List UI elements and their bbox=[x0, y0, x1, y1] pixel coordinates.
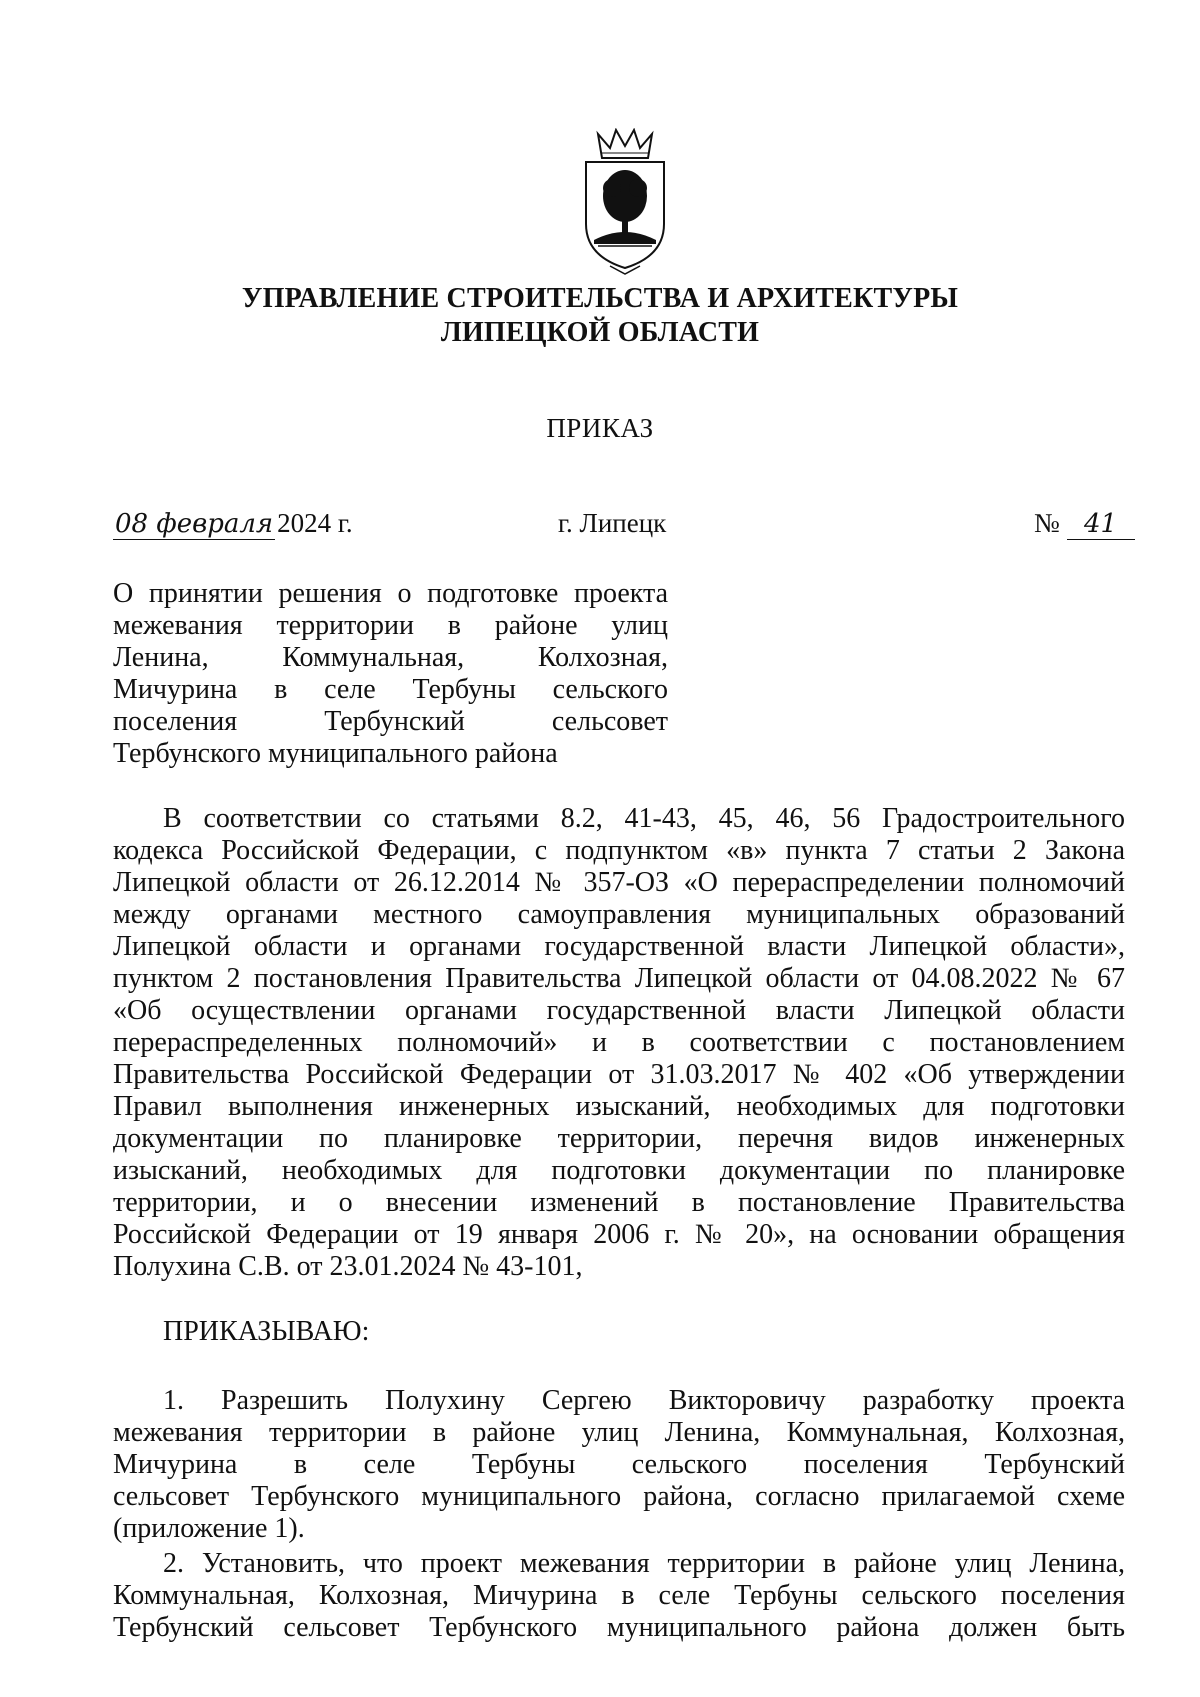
handwritten-date: 08 февраля bbox=[115, 509, 274, 539]
subject-line: Мичурина в селе Тербуны сельского bbox=[113, 674, 668, 705]
preamble-line: кодекса Российской Федерации, с подпунктом «в» пункта 7 статьи 2 Закона bbox=[113, 835, 1125, 866]
order-number bbox=[1034, 508, 1135, 540]
preamble-line: между органами местного самоуправления муниципальных образований bbox=[113, 899, 1125, 930]
preamble-line: изысканий, необходимых для подготовки документации по планировке bbox=[113, 1155, 1125, 1186]
preamble-line: пунктом 2 постановления Правительства Липецкой области от 04.08.2022 № 67 bbox=[113, 963, 1125, 994]
number-label: № bbox=[1034, 508, 1060, 538]
subject-line: О принятии решения о подготовке проекта bbox=[113, 578, 668, 609]
item-1-line: сельсовет Тербунского муниципального района, согласно прилагаемой схеме bbox=[113, 1481, 1125, 1512]
preamble-line: Правительства Российской Федерации от 31.03.2017 № 402 «Об утверждении bbox=[113, 1059, 1125, 1090]
preamble-line: В соответствии со статьями 8.2, 41-43, 45, 46, 56 Градостроительного bbox=[163, 803, 1125, 834]
preamble-line: территории, и о внесении изменений в постановление Правительства bbox=[113, 1187, 1125, 1218]
handwritten-number: 41 bbox=[1067, 509, 1135, 540]
preamble-line: Липецкой области от 26.12.2014 № 357-ОЗ «О перераспределении полномочий bbox=[113, 867, 1125, 898]
order-word: ПРИКАЗЫВАЮ: bbox=[163, 1316, 370, 1347]
organization-title-line-2: ЛИПЕЦКОЙ ОБЛАСТИ bbox=[440, 317, 760, 348]
preamble-line: Полухина С.В. от 23.01.2024 № 43-101, bbox=[113, 1251, 583, 1282]
preamble-line: перераспределенных полномочий» и в соответствии с постановлением bbox=[113, 1027, 1125, 1058]
item-1-line: (приложение 1). bbox=[113, 1513, 305, 1544]
preamble-line: Липецкой области и органами государственной власти Липецкой области», bbox=[113, 931, 1125, 962]
date-year: 2024 г. bbox=[277, 508, 353, 538]
item-2-line: 2. Установить, что проект межевания территории в районе улиц Ленина, bbox=[163, 1548, 1125, 1579]
order-date bbox=[113, 508, 353, 540]
preamble-line: Правил выполнения инженерных изысканий, необходимых для подготовки bbox=[113, 1091, 1125, 1122]
item-1-line: межевания территории в районе улиц Ленина, Коммунальная, Колхозная, bbox=[113, 1417, 1125, 1448]
preamble-line: документации по планировке территории, перечня видов инженерных bbox=[113, 1123, 1125, 1154]
item-1-line: 1. Разрешить Полухину Сергею Викторовичу разработку проекта bbox=[163, 1385, 1125, 1416]
organization-title-line-1: УПРАВЛЕНИЕ СТРОИТЕЛЬСТВА И АРХИТЕКТУРЫ bbox=[241, 283, 959, 314]
item-2-line: Коммунальная, Колхозная, Мичурина в селе Тербуны сельского поселения bbox=[113, 1580, 1125, 1611]
document-type: ПРИКАЗ bbox=[546, 413, 654, 443]
preamble-line: «Об осуществлении органами государственной власти Липецкой области bbox=[113, 995, 1125, 1026]
subject-line: поселения Тербунский сельсовет bbox=[113, 706, 668, 737]
subject-line: Тербунского муниципального района bbox=[113, 738, 558, 769]
coat-of-arms-icon bbox=[580, 128, 670, 276]
item-2-line: Тербунский сельсовет Тербунского муниципального района должен быть bbox=[113, 1612, 1125, 1643]
item-1-line: Мичурина в селе Тербуны сельского поселения Тербунский bbox=[113, 1449, 1125, 1480]
subject-line: Ленина, Коммунальная, Колхозная, bbox=[113, 642, 668, 673]
subject-line: межевания территории в районе улиц bbox=[113, 610, 668, 641]
preamble-line: Российской Федерации от 19 января 2006 г. № 20», на основании обращения bbox=[113, 1219, 1125, 1250]
order-city: г. Липецк bbox=[558, 508, 667, 538]
